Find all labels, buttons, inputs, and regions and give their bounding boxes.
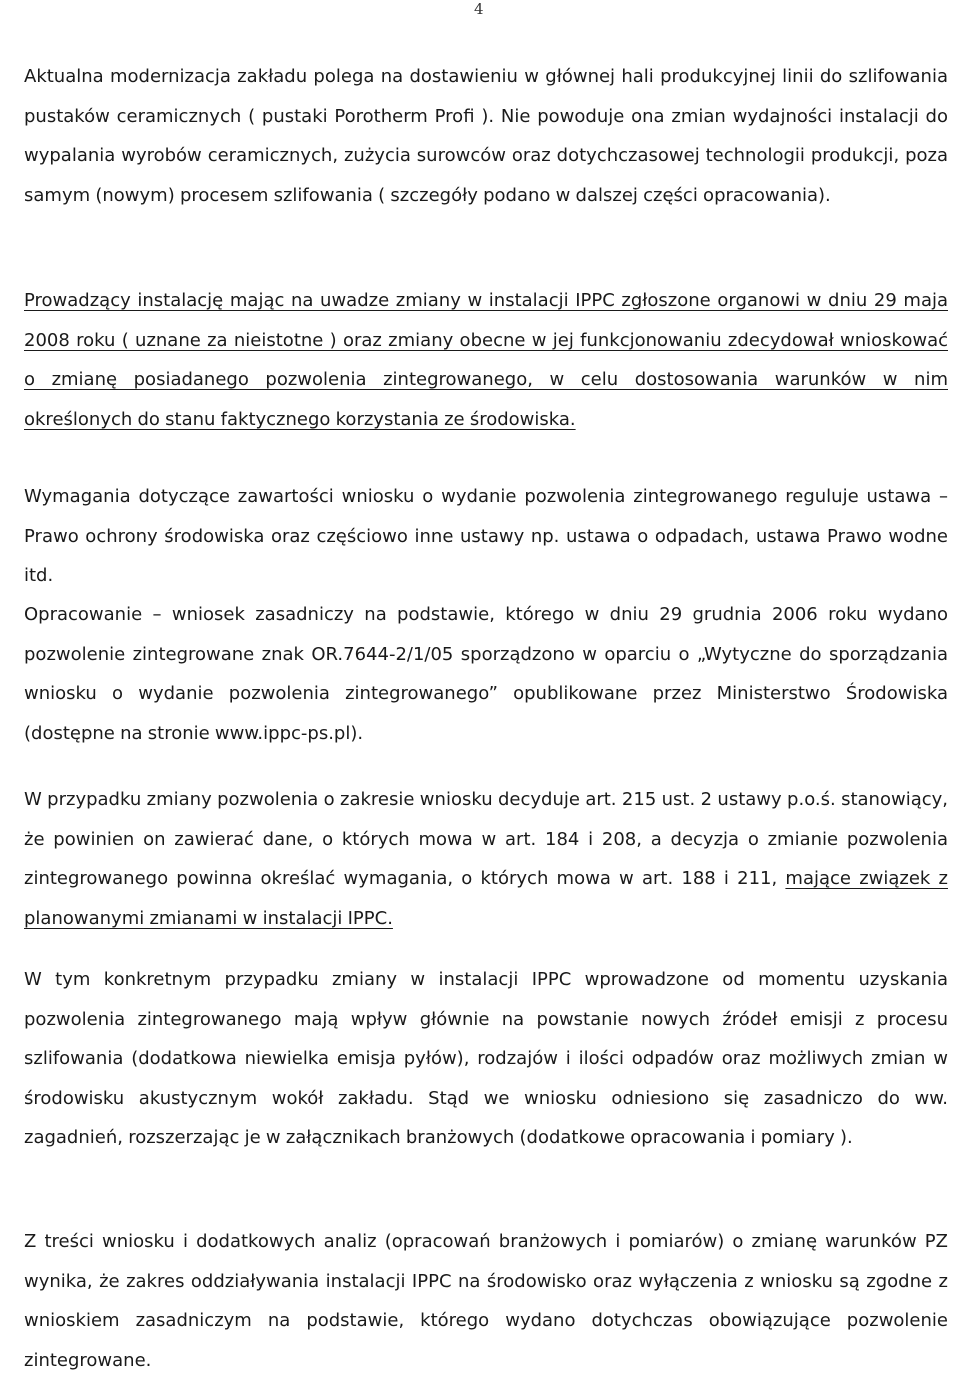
paragraph-text: Opracowanie – wniosek zasadniczy na podstawie, którego w dniu 29 grudnia 2006 roku wydano pozwolenie zintegrowane znak OR.7644-2/1/05 sporządzono w oparciu o „Wytyczne do sporządzania wniosku o wydanie pozwolenia zintegrowanego” opublikowane przez Ministerstwo Środowiska (dostępne na stronie www.ippc-ps.pl). bbox=[24, 604, 948, 744]
paragraph-specific-changes bbox=[24, 960, 948, 1158]
paragraph-text: Wymagania dotyczące zawartości wniosku o wydanie pozwolenia zintegrowanego reguluje ustawa – Prawo ochrony środowiska oraz częściowo inne ustawy np. ustawa o odpadach, ustawa Prawo wodne itd. bbox=[24, 486, 948, 586]
paragraph-modernization bbox=[24, 57, 948, 215]
paragraph-text: Z treści wniosku i dodatkowych analiz (opracowań branżowych i pomiarów) o zmianę warunków PZ wynika, że zakres oddziaływania instalacji IPPC na środowisko oraz wyłączenia z wniosku są zgodne z wnioskiem zasadniczym na podstawie, którego wydano dotychczas obowiązujące pozwolenie zintegrowane. bbox=[24, 1231, 948, 1371]
paragraph-requirements bbox=[24, 477, 948, 596]
paragraph-text: Aktualna modernizacja zakładu polega na dostawieniu w głównej hali produkcyjnej linii do szlifowania pustaków ceramicznych ( pustaki Porotherm Profi ). Nie powoduje ona zmian wydajności instalacji do wypalania wyrobów ceramicznych, zużycia surowców oraz dotychczasowej technologii produkcji, poza samym (nowym) procesem szlifowania ( szczegóły podano w dalszej części opracowania). bbox=[24, 66, 948, 206]
paragraph-text: Prowadzący instalację mając na uwadze zmiany w instalacji IPPC zgłoszone organowi w dniu 29 maja 2008 roku ( uznane za nieistotne ) oraz zmiany obecne w jej funkcjonowaniu zdecydował wnioskować o zmianę posiadanego pozwolenia zintegrowanego, w celu dostosowania warunków w nim określonych do stanu faktycznego korzystania ze środowiska. bbox=[24, 290, 948, 430]
page-number: 4 bbox=[474, 0, 484, 18]
paragraph-text bbox=[24, 780, 948, 938]
paragraph-text: W tym konkretnym przypadku zmiany w instalacji IPPC wprowadzone od momentu uzyskania pozwolenia zintegrowanego mają wpływ głównie na powstanie nowych źródeł emisji z procesu szlifowania (dodatkowa niewielka emisja pyłów), rodzajów i ilości odpadów oraz możliwych zmian w środowisku akustycznym wokół zakładu. Stąd we wniosku odniesiono się zasadniczo do ww. zagadnień, rozszerzając je w załącznikach branżowych (dodatkowe opracowania i pomiary ). bbox=[24, 969, 948, 1148]
paragraph-conclusion bbox=[24, 1222, 948, 1380]
paragraph-text-plain: W przypadku zmiany pozwolenia o zakresie wniosku decyduje art. 215 ust. 2 ustawy p.o.ś. stanowiący, że powinien on zawierać dane, o których mowa w art. 184 i 208, a decyzja o zmianie pozwolenia zintegrowanego powinna określać wymagania, o których mowa w art. 188 i 211, bbox=[24, 789, 948, 889]
paragraph-base-application bbox=[24, 595, 948, 753]
paragraph-permit-change-scope bbox=[24, 780, 948, 938]
paragraph-operator-decision bbox=[24, 281, 948, 439]
paragraph-text-underlined: mające związek z planowanymi zmianami w instalacji IPPC. bbox=[24, 868, 948, 929]
